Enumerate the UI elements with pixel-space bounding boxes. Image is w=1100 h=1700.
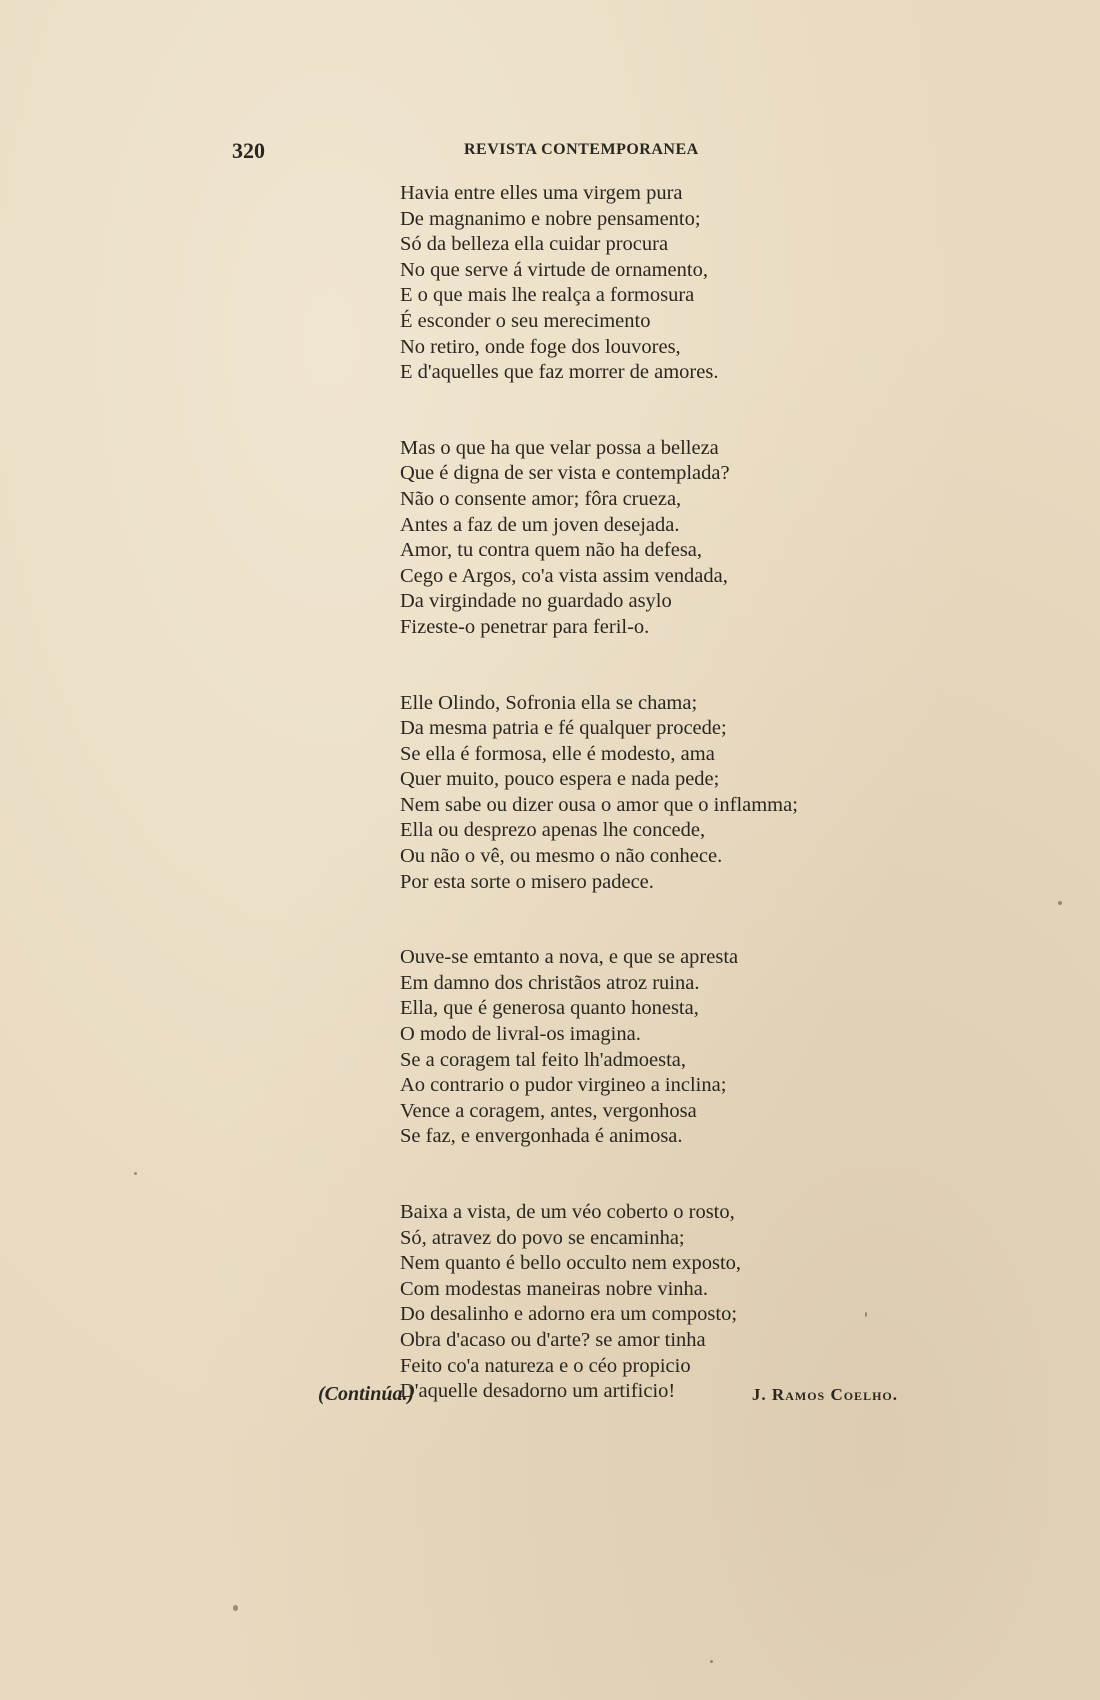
stanza [400,691,900,896]
poem [400,181,900,1455]
verse-line: E d'aquelles que faz morrer de amores. [400,361,719,384]
verse-line: Ella ou desprezo apenas lhe concede, [400,819,706,842]
verse-line: Do desalinho e adorno era um composto; [400,1303,738,1326]
stanza [400,181,900,386]
verse-line: Da mesma patria e fé qualquer procede; [400,717,727,740]
verse-line: Ella, que é generosa quanto honesta, [400,997,699,1020]
verse-line: Elle Olindo, Sofronia ella se chama; [400,691,698,714]
verse-line: É esconder o seu merecimento [400,309,651,332]
verse-line: Feito co'a natureza e o céo propicio [400,1354,691,1377]
verse-line: Com modestas maneiras nobre vinha. [400,1277,709,1300]
verse-line: D'aquelle desadorno um artificio! [400,1380,676,1403]
page-number: 320 [232,138,265,163]
verse-line: Só, atravez do povo se encaminha; [400,1226,685,1249]
verse-line: Só da belleza ella cuidar procura [400,233,669,256]
verse-line: Baixa a vista, de um véo coberto o rosto, [400,1201,735,1223]
continued-note: (Continúa.) [318,1383,415,1405]
verse-line: Vence a coragem, antes, vergonhosa [400,1099,697,1122]
verse-line: Nem sabe ou dizer ousa o amor que o inflamma; [400,793,798,816]
stanza [400,1200,900,1405]
verse-line: Ao contrario o pudor virgineo a inclina; [400,1074,727,1097]
paper-speck [233,1605,238,1611]
verse-line: Fizeste-o penetrar para feril-o. [400,615,650,638]
page-footer [318,1383,908,1413]
verse-line: Em damno dos christãos atroz ruina. [400,971,700,994]
paper-speck [710,1660,713,1663]
verse-line: Da virgindade no guardado asylo [400,590,672,613]
author-signature: J. Ramos Coelho. [751,1385,898,1404]
verse-line: Não o consente amor; fôra crueza, [400,487,682,510]
verse-line: Se a coragem tal feito lh'admoesta, [400,1048,687,1071]
verse-line: Por esta sorte o misero padece. [400,870,654,893]
paper-speck [1058,901,1062,905]
paper-speck [134,1172,137,1175]
verse-line: No retiro, onde foge dos louvores, [400,335,681,358]
running-title: REVISTA CONTEMPORANEA [464,141,699,158]
verse-line: Ou não o vê, ou mesmo o não conhece. [400,845,723,868]
page-header [232,138,912,168]
stanza [400,436,900,641]
verse-line: Se ella é formosa, elle é modesto, ama [400,742,715,765]
verse-line: Que é digna de ser vista e contemplada? [400,462,730,485]
verse-line: No que serve á virtude de ornamento, [400,258,708,281]
verse-line: Quer muito, pouco espera e nada pede; [400,768,720,791]
verse-line: Nem quanto é bello occulto nem exposto, [400,1252,742,1275]
verse-line: Obra d'acaso ou d'arte? se amor tinha [400,1328,706,1351]
verse-line: Mas o que ha que velar possa a belleza [400,436,719,459]
verse-line: Ouve-se emtanto a nova, e que se apresta [400,946,739,969]
paper-speck [865,1312,867,1317]
verse-line: O modo de livral-os imagina. [400,1023,641,1046]
verse-line: Havia entre elles uma virgem pura [400,182,683,204]
verse-line: De magnanimo e nobre pensamento; [400,207,701,230]
stanza [400,945,900,1150]
verse-line: Antes a faz de um joven desejada. [400,513,680,536]
verse-line: E o que mais lhe realça a formosura [400,284,695,307]
verse-line: Cego e Argos, co'a vista assim vendada, [400,564,728,587]
verse-line: Amor, tu contra quem não ha defesa, [400,539,703,562]
verse-line: Se faz, e envergonhada é animosa. [400,1125,683,1148]
